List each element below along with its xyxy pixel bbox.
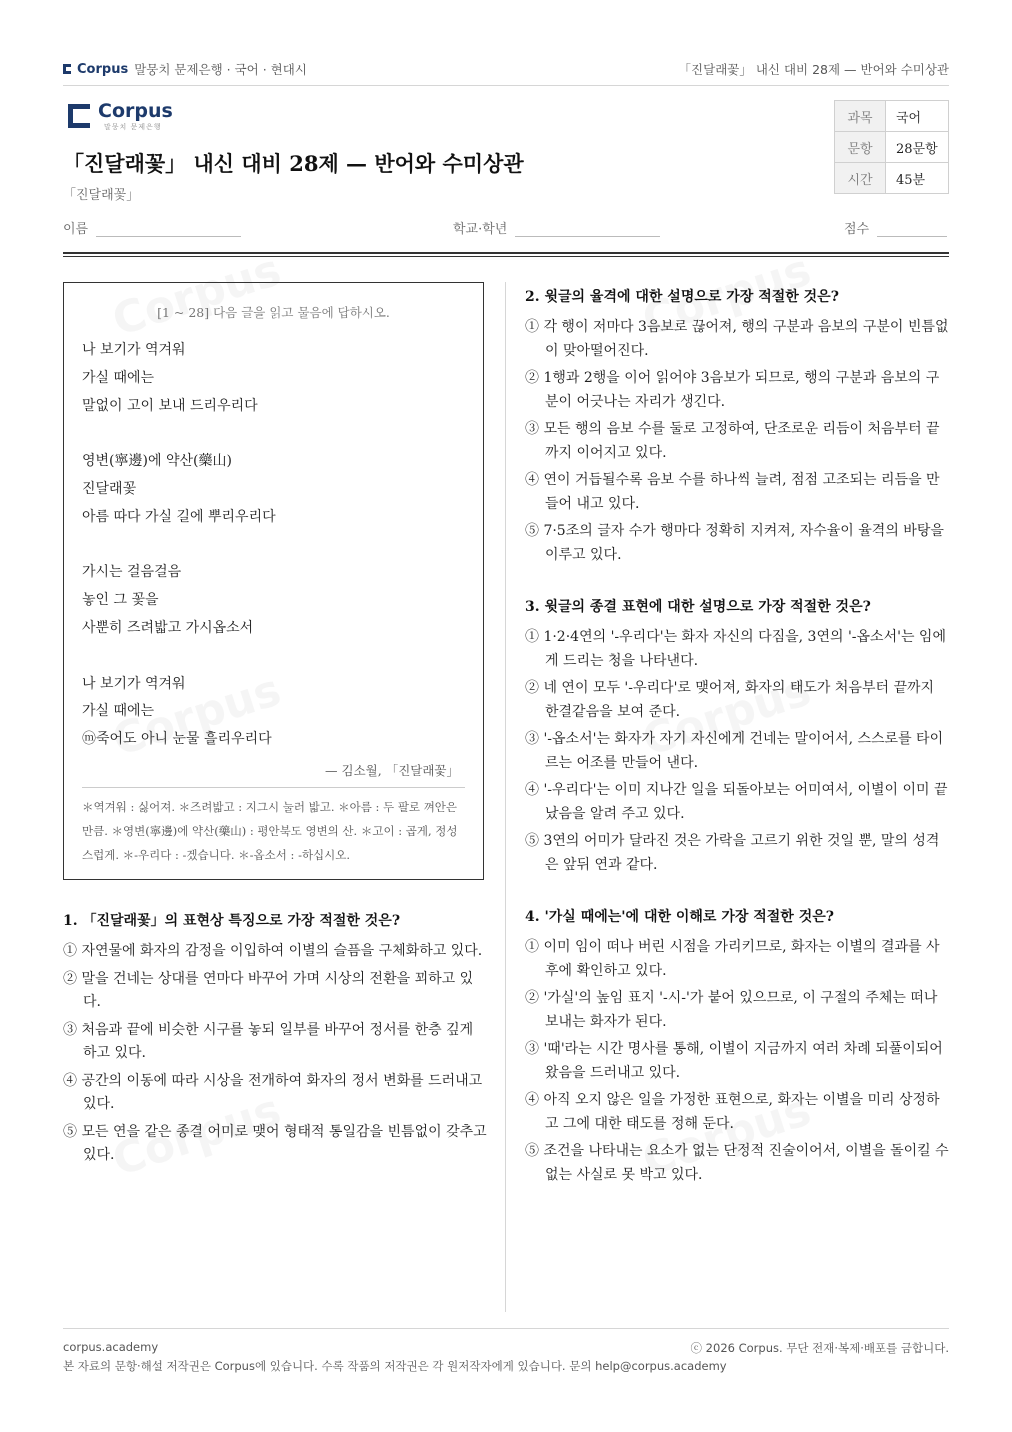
footer-site-link[interactable]: corpus.academy [63,1340,159,1354]
name-label: 이름 [63,222,89,237]
answer-option[interactable]: ① 이미 임이 떠나 버린 시점을 가리키므로, 화자는 이별의 결과를 사후에 확인하고 있다. [525,939,940,979]
passage-instruction: [1 ~ 28] 다음 글을 읽고 물음에 답하시오. [157,305,390,320]
question-4 [525,906,949,1191]
footer-divider [63,1328,949,1329]
info-row [835,163,949,194]
answer-option[interactable]: ④ '-우리다'는 이미 지나간 일을 되돌아보는 어미여서, 이별이 이미 끝났음을 알려 주고 있다. [525,782,948,822]
poem [82,337,276,754]
question-title: 1. 「진달래꽃」의 표현상 특징으로 가장 적절한 것은? [63,913,401,929]
vocabulary-notes: ＊역겨워 : 싫어져. ＊즈려밟고 : 지그시 눌러 밟고. ＊아름 : 두 팔로 껴안은 만큼. ＊영변(寧邊)에 약산(藥山) : 평안북도 영변의 산. ＊고이 : 곱게, 정성스럽게. ＊-우리다 : -겠습니다. ＊-옵소서 : -하십시오. [82,800,458,862]
answer-option[interactable]: ③ '때'라는 시간 명사를 통해, 이별이 지금까지 여러 차례 되풀이되어 왔음을 드러내고 있다. [525,1041,943,1081]
header-double-rule [63,252,949,254]
name-blank[interactable] [96,220,241,237]
poem-line: 나 보기가 역겨워 [82,675,186,692]
document-title: 「진달래꽃」 내신 대비 28제 — 반어와 수미상관 [63,151,524,176]
passage-box [63,282,484,880]
answer-option[interactable]: ② 말을 건네는 상대를 연마다 바꾸어 가며 시상의 전환을 꾀하고 있다. [63,970,474,1010]
school-field[interactable] [453,218,660,237]
notes-divider [82,787,465,788]
poem-line: 놓인 그 꽃을 [82,592,159,609]
info-row [835,132,949,163]
question-1 [63,910,487,1172]
answer-option[interactable]: ② 1행과 2행을 이어 읽어야 3음보가 되므로, 행의 구분과 음보의 구분이 어긋나는 자리가 생긴다. [525,370,940,410]
document-subtitle: 「진달래꽃」 [63,188,140,203]
running-header-right: 「진달래꽃」 내신 대비 28제 — 반어와 수미상관 [678,62,949,77]
poem-line: 가실 때에는 [82,369,155,386]
school-blank[interactable] [515,220,660,237]
score-blank[interactable] [877,220,947,237]
info-key: 시간 [835,163,886,194]
question-title: 3. 윗글의 종결 표현에 대한 설명으로 가장 적절한 것은? [525,599,871,615]
poem-line: 가실 때에는 [82,703,155,720]
info-key: 과목 [835,101,886,132]
question-3 [525,596,949,881]
poem-line: 아름 따다 가실 길에 뿌리우리다 [82,508,276,525]
answer-option[interactable]: ⑤ 7·5조의 글자 수가 행마다 정확히 지켜져, 자수율이 율격의 바탕을 이루고 있다. [525,523,944,563]
poem-line: 사뿐히 즈려밟고 가시옵소서 [82,619,254,636]
name-field[interactable] [63,218,241,237]
answer-option[interactable]: ③ '-옵소서'는 화자가 자기 자신에게 건네는 말이어서, 스스로를 타이르는 어조를 만들어 낸다. [525,731,944,771]
poem-line: 영변(寧邊)에 약산(藥山) [82,453,232,470]
answer-option[interactable]: ④ 연이 거듭될수록 음보 수를 하나씩 늘려, 점점 고조되는 리듬을 만들어 내고 있다. [525,472,940,512]
poem-line: 말없이 고이 보내 드리우리다 [82,397,258,414]
running-header-left [63,60,307,78]
answer-option[interactable]: ③ 모든 행의 음보 수를 둘로 고정하여, 단조로운 리듬이 처음부터 끝까지 이어지고 있다. [525,421,940,461]
answer-option[interactable]: ④ 공간의 이동에 따라 시상을 전개하여 화자의 정서 변화를 드러내고 있다. [63,1072,483,1112]
answer-option[interactable]: ⑤ 모든 연을 같은 종결 어미로 맺어 형태적 통일감을 빈틈없이 갖추고 있다. [63,1123,487,1163]
footer-copyright-note: 본 자료의 문항·해설 저작권은 Corpus에 있습니다. 수록 작품의 저작권은 각 원저작자에게 있습니다. 문의 help@corpus.academy [63,1359,727,1373]
footer-copyright: ⓒ 2026 Corpus. 무단 전재·복제·배포를 금합니다. [690,1341,949,1355]
column-divider [505,282,506,1312]
running-header-brand: Corpus [77,61,129,77]
score-field[interactable] [844,218,947,237]
corpus-logo [68,100,198,136]
info-value: 28문항 [886,132,949,163]
poem-line: 나 보기가 역겨워 [82,342,186,358]
question-title: 2. 윗글의 율격에 대한 설명으로 가장 적절한 것은? [525,289,839,305]
running-header-text: 말뭉치 문제은행 · 국어 · 현대시 [134,62,307,77]
answer-option[interactable]: ① 1·2·4연의 '-우리다'는 화자 자신의 다짐을, 3연의 '-옵소서'는 임에게 드리는 청을 나타낸다. [525,629,946,669]
corpus-logo-icon [68,104,90,128]
poem-line: ⓜ죽어도 아니 눈물 흘리우리다 [82,731,272,748]
header-double-rule-thin [63,256,949,257]
answer-option[interactable]: ④ 아직 오지 않은 일을 가정한 표현으로, 화자는 이별을 미리 상정하고 그에 대한 태도를 정해 둔다. [525,1092,940,1132]
logo-subtitle: 말뭉치 문제은행 [104,123,162,131]
info-row [835,101,949,132]
answer-option[interactable]: ② 네 연이 모두 '-우리다'로 맺어져, 화자의 태도가 처음부터 끝까지 한결같음을 보여 준다. [525,680,935,720]
header-divider [63,85,949,86]
question-title: 4. '가실 때에는'에 대한 이해로 가장 적절한 것은? [525,909,834,925]
info-value: 45분 [886,163,949,194]
logo-name: Corpus [98,100,173,122]
poem-line: 가시는 걸음걸음 [82,564,182,581]
info-key: 문항 [835,132,886,163]
score-label: 점수 [844,222,870,237]
poem-author: — 김소월, 「진달래꽃」 [325,763,459,778]
corpus-mini-logo-icon [63,64,71,74]
poem-line: 진달래꽃 [82,480,137,497]
info-value: 국어 [886,101,949,132]
answer-option[interactable]: ① 각 행이 저마다 3음보로 끊어져, 행의 구분과 음보의 구분이 빈틈없이 맞아떨어진다. [525,319,949,359]
answer-option[interactable]: ② '가실'의 높임 표지 '-시-'가 붙어 있으므로, 이 구절의 주체는 떠나보내는 화자가 된다. [525,990,938,1030]
answer-option[interactable]: ⑤ 조건을 나타내는 요소가 없는 단정적 진술이어서, 이별을 돌이킬 수 없는 사실로 못 박고 있다. [525,1143,949,1183]
question-2 [525,286,949,571]
school-label: 학교·학년 [453,222,508,237]
answer-option[interactable]: ③ 처음과 끝에 비슷한 시구를 놓되 일부를 바꾸어 정서를 한층 깊게 하고 있다. [63,1021,474,1061]
answer-option[interactable]: ⑤ 3연의 어미가 달라진 것은 가락을 고르기 위한 것일 뿐, 말의 성격은 앞뒤 연과 같다. [525,833,940,873]
answer-option[interactable]: ① 자연물에 화자의 감정을 이입하여 이별의 슬픔을 구체화하고 있다. [63,943,483,959]
exam-info-table [834,100,949,194]
